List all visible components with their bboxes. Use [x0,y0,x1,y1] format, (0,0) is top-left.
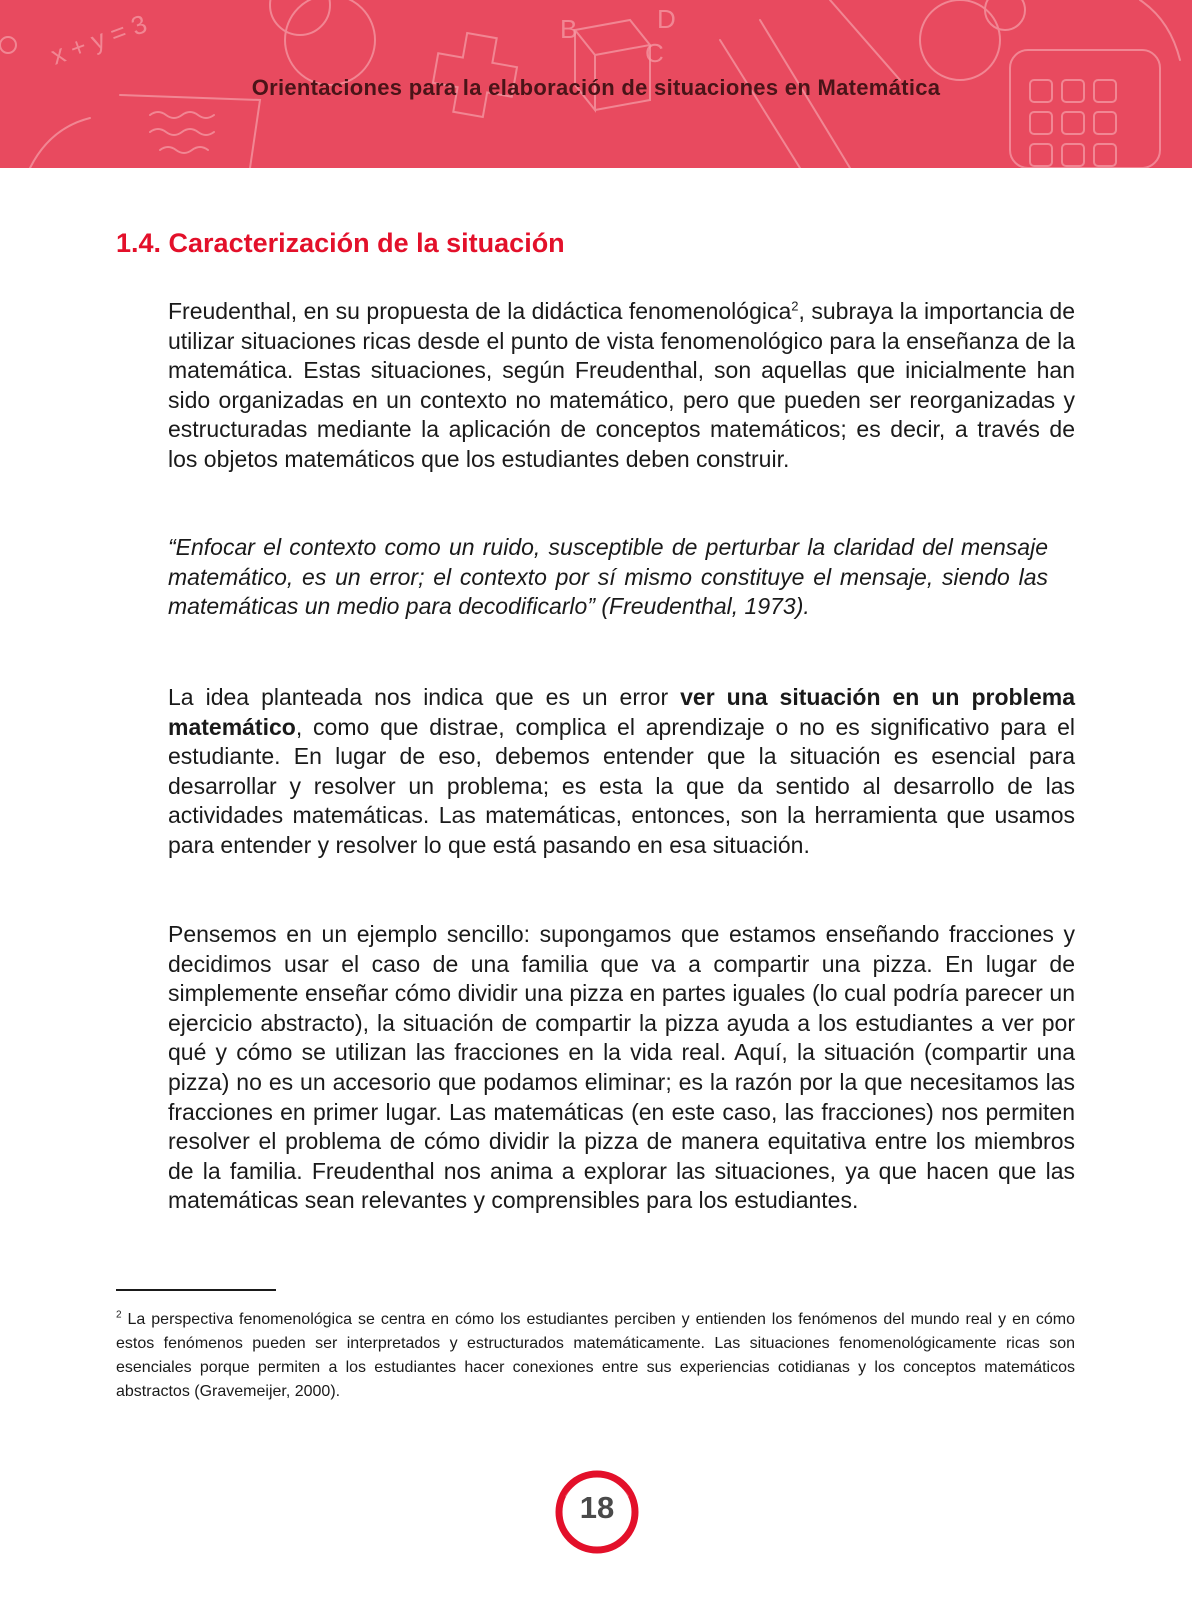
doodle-letter-b: B [560,14,578,44]
paragraph-freudenthal-intro [168,297,1075,475]
paragraph-text: , subraya la importancia de utilizar situaciones ricas desde el punto de vista fenomenológico para la enseñanza de la matemática. Estas situaciones, según Freudenthal, son aquellas que inicialmente han sido organizadas en un contexto no matemático, pero que pueden ser reorganizadas y estructuradas mediante la aplicación de conceptos matemáticos; es decir, a través de los objetos matemáticos que los estudiantes deben construir. [168,298,1075,472]
paragraph-pizza-example: Pensemos en un ejemplo sencillo: supongamos que estamos enseñando fracciones y decidimos usar el caso de una familia que va a compartir una pizza. En lugar de simplemente enseñar cómo dividir una pizza en partes iguales (lo cual podría parecer un ejercicio abstracto), la situación de compartir la pizza ayuda a los estudiantes a ver por qué y cómo se utilizan las fracciones en la vida real. Aquí, la situación (compartir una pizza) no es un accesorio que podamos eliminar; es la razón por la que necesitamos las fracciones en primer lugar. Las matemáticas (en este caso, las fracciones) nos permiten resolver el problema de cómo dividir la pizza de manera equitativa entre los miembros de la familia. Freudenthal nos anima a explorar las situaciones, ya que hacen que las matemáticas sean relevantes y comprensibles para los estudiantes. [168,921,1075,1214]
paragraph-text: Freudenthal, en su propuesta de la didáctica fenomenológica [168,298,792,324]
footnote-reference: 2 [791,298,799,314]
document-title: Orientaciones para la elaboración de situaciones en Matemática [251,75,941,100]
footnote-marker: 2 [116,1309,122,1321]
freudenthal-quote: “Enfocar el contexto como un ruido, susceptible de perturbar la claridad del mensaje matemático, es un error; el contexto por sí mismo constituye el mensaje, siendo las matemáticas un medio para decodificarlo” (Freudenthal, 1973). [168,534,1048,620]
page-header-banner [0,0,1192,168]
paragraph-error-idea [168,683,1075,861]
page-number: 18 [579,1490,615,1525]
equation-doodle: x + y = 3 [46,8,151,71]
bold-emphasis: ver una situación en un problema matemático [168,684,1075,740]
doodle-letter-d: D [657,4,676,34]
paragraph-text: , como que distrae, complica el aprendizaje o no es significativo para el estudiante. En lugar de eso, debemos entender que la situación es esencial para desarrollar y resolver un problema; es esta la que da sentido al desarrollo de las actividades matemáticas. Las matemáticas, entonces, son la herramienta que usamos para entender y resolver lo que está pasando en esa situación. [168,713,1075,858]
footnote-text: La perspectiva fenomenológica se centra en cómo los estudiantes perciben y entienden los fenómenos del mundo real y en cómo estos fenómenos pueden ser interpretados y estructurados matemáticamente. Las situaciones fenomenológicamente ricas son esenciales porque permiten a los estudiantes hacer conexiones entre sus experiencias cotidianas y los conceptos matemáticos abstractos (Gravemeijer, 2000). [116,1311,1075,1400]
footnote-divider [116,1289,276,1291]
section-heading: 1.4. Caracterización de la situación [116,228,565,258]
paragraph-text: La idea planteada nos indica que es un error [168,684,681,710]
doodle-letter-c: C [645,38,664,68]
footnote [116,1308,1075,1404]
